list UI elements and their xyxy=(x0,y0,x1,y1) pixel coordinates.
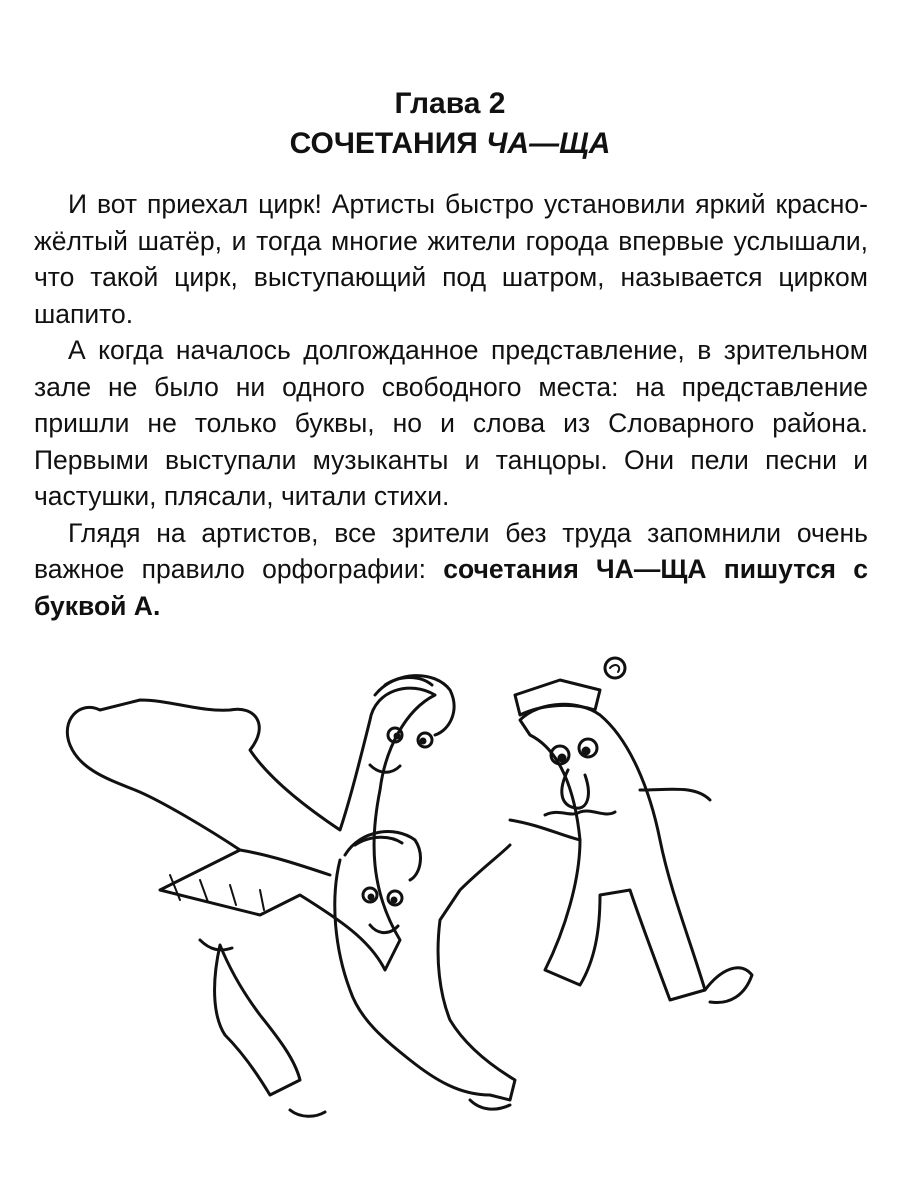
dancing-letters-illustration xyxy=(40,640,780,1130)
chapter-number: Глава 2 xyxy=(394,87,506,120)
body-text xyxy=(34,186,868,624)
chapter-title-italic: ЧА—ЩА xyxy=(486,127,611,160)
chapter-title-plain: СОЧЕТАНИЯ xyxy=(289,127,487,160)
chapter-title xyxy=(0,124,900,164)
paragraph-1: И вот приехал цирк! Артисты быстро установили яркий красно-жёлтый шатёр, и тогда многие жители города впервые услышали, что такой цирк, выступающий под шатром, называется цирком шапито. xyxy=(34,189,868,329)
spelling-rule: сочетания ЧА—ЩА пишутся с буквой А. xyxy=(34,554,868,621)
letter-shcha-character xyxy=(200,832,515,1117)
paragraph-3-text: Глядя на артистов, все зрители без труда запомнили очень важное правило орфографии: xyxy=(34,517,868,584)
paragraph-2: А когда началось долгожданное представление, в зрительном зале не было ни одного свободного места: на представление пришли не только буквы, но и слова из Словарного района. Первыми выступали музыканты и танцоры. Они пели песни и частушки, плясали, читали стихи. xyxy=(34,335,868,511)
letter-a-character xyxy=(510,658,752,1003)
chapter-heading xyxy=(0,84,900,164)
paragraph-3 xyxy=(34,515,868,625)
letter-che-character xyxy=(67,676,454,970)
